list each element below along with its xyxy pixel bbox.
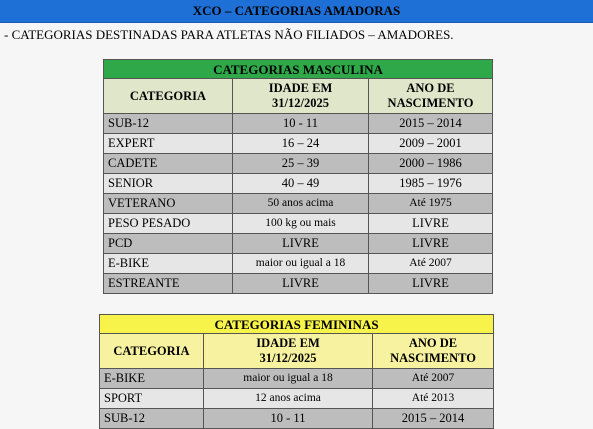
cell-idade: LIVRE [233, 234, 369, 254]
feminine-categories-table [99, 314, 494, 429]
column-header-ano [373, 334, 494, 369]
header-line: NASCIMENTO [387, 96, 474, 110]
cell-categoria: PESO PESADO [104, 214, 233, 234]
column-header-idade [233, 79, 369, 114]
column-header-ano [369, 79, 493, 114]
cell-idade: 16 – 24 [233, 134, 369, 154]
cell-ano: LIVRE [369, 274, 493, 294]
cell-ano: Até 1975 [369, 194, 493, 214]
table-row [100, 389, 494, 409]
header-line: ANO DE [406, 81, 455, 95]
subtitle: - CATEGORIAS DESTINADAS PARA ATLETAS NÃO FILIADOS – AMADORES. [4, 27, 454, 42]
table-row [100, 369, 494, 389]
cell-ano: 2015 – 2014 [369, 114, 493, 134]
table-row [104, 114, 493, 134]
cell-categoria: VETERANO [104, 194, 233, 214]
table-row [104, 274, 493, 294]
banner-title: XCO – CATEGORIAS AMADORAS [192, 3, 401, 18]
cell-ano: LIVRE [369, 214, 493, 234]
cell-categoria: ESTREANTE [104, 274, 233, 294]
cell-idade: LIVRE [233, 274, 369, 294]
cell-categoria: SENIOR [104, 174, 233, 194]
table-row [104, 134, 493, 154]
cell-idade: 12 anos acima [204, 389, 373, 409]
table-title: CATEGORIAS FEMININAS [100, 315, 494, 334]
cell-ano: 2009 – 2001 [369, 134, 493, 154]
cell-ano: Até 2007 [373, 369, 494, 389]
column-header-categoria: CATEGORIA [104, 79, 233, 114]
cell-idade: maior ou igual a 18 [233, 254, 369, 274]
table-row [104, 174, 493, 194]
cell-idade: 100 kg ou mais [233, 214, 369, 234]
header-line: NASCIMENTO [390, 351, 476, 365]
cell-categoria: E-BIKE [104, 254, 233, 274]
cell-categoria: SPORT [100, 389, 204, 409]
table-row [104, 254, 493, 274]
cell-ano: 2000 – 1986 [369, 154, 493, 174]
table-row [100, 409, 494, 429]
cell-ano: 2015 – 2014 [373, 409, 494, 429]
table-row [104, 214, 493, 234]
header-line: IDADE EM [256, 336, 320, 350]
cell-idade: 10 - 11 [204, 409, 373, 429]
header-line: 31/12/2025 [259, 351, 317, 365]
cell-idade: 50 anos acima [233, 194, 369, 214]
column-header-categoria: CATEGORIA [100, 334, 204, 369]
cell-ano: LIVRE [369, 234, 493, 254]
cell-idade: maior ou igual a 18 [204, 369, 373, 389]
header-line: 31/12/2025 [272, 96, 329, 110]
table-row [104, 154, 493, 174]
cell-categoria: SUB-12 [104, 114, 233, 134]
header-line: ANO DE [408, 336, 458, 350]
column-header-idade [204, 334, 373, 369]
cell-categoria: E-BIKE [100, 369, 204, 389]
cell-categoria: CADETE [104, 154, 233, 174]
cell-idade: 25 – 39 [233, 154, 369, 174]
cell-idade: 10 - 11 [233, 114, 369, 134]
cell-ano: 1985 – 1976 [369, 174, 493, 194]
table-row [104, 194, 493, 214]
table-row [104, 234, 493, 254]
table-title: CATEGORIAS MASCULINA [104, 60, 493, 79]
page-banner [0, 0, 593, 23]
cell-ano: Até 2013 [373, 389, 494, 409]
cell-idade: 40 – 49 [233, 174, 369, 194]
cell-categoria: SUB-12 [100, 409, 204, 429]
masculine-categories-table [103, 59, 493, 294]
cell-categoria: EXPERT [104, 134, 233, 154]
cell-ano: Até 2007 [369, 254, 493, 274]
cell-categoria: PCD [104, 234, 233, 254]
header-line: IDADE EM [268, 81, 333, 95]
